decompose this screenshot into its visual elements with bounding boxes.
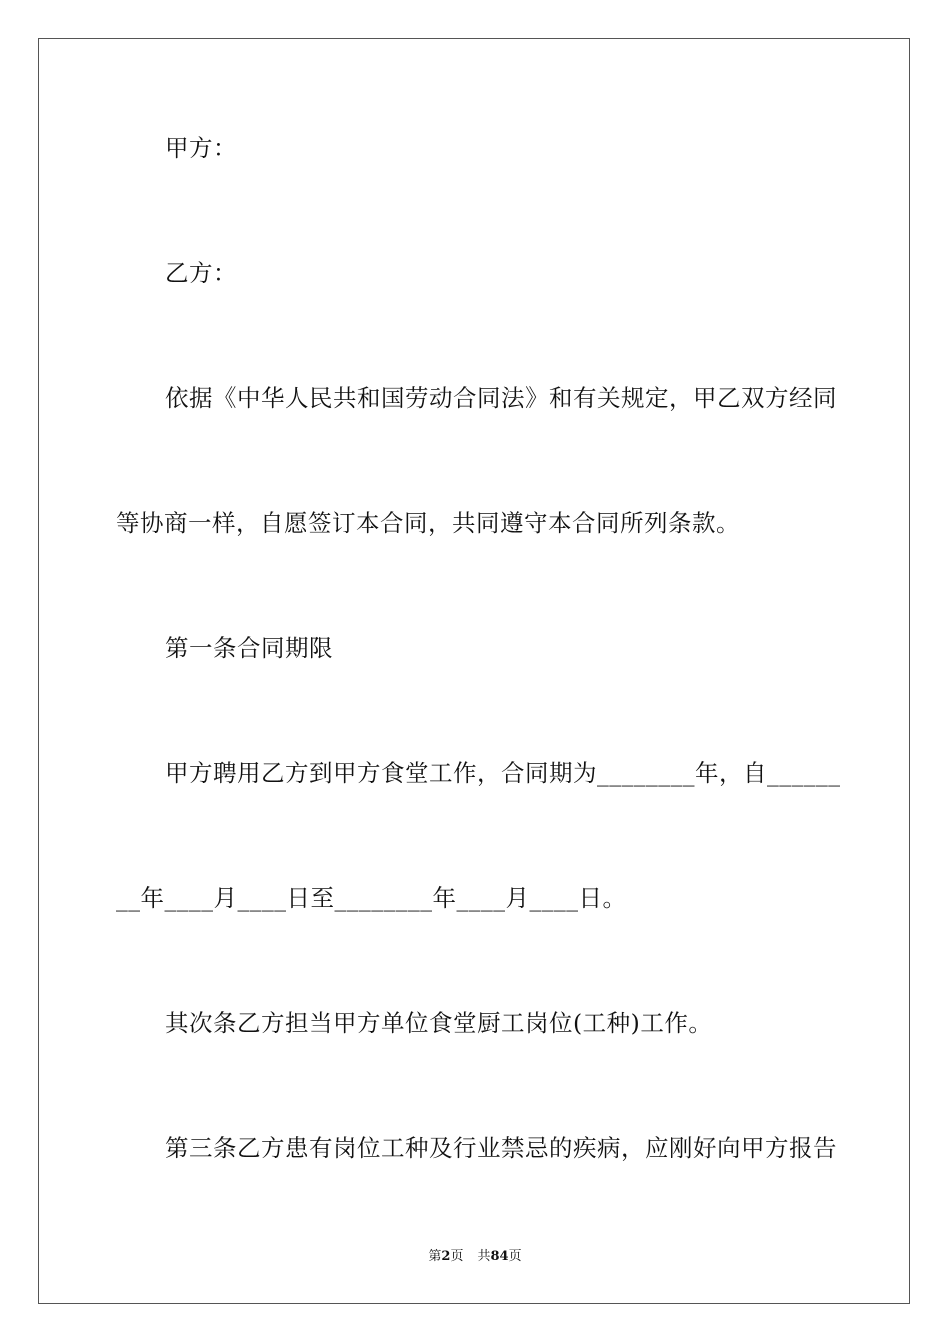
page-footer <box>0 1248 950 1266</box>
page-border <box>38 38 910 1304</box>
footer-total-prefix: 共 <box>477 1249 491 1264</box>
footer-page-suffix: 页 <box>450 1249 464 1264</box>
party-b-label: 乙方： <box>165 259 237 287</box>
footer-page-number: 2 <box>441 1249 451 1264</box>
article-1-line-2: __年____月____日至________年____月____日。 <box>116 884 627 912</box>
article-2-text: 其次条乙方担当甲方单位食堂厨工岗位(工种)工作。 <box>165 1009 713 1037</box>
article-3-line-1: 第三条乙方患有岗位工种及行业禁忌的疾病，应刚好向甲方报告 <box>165 1134 837 1162</box>
preamble-line-2: 等协商一样，自愿签订本合同，共同遵守本合同所列条款。 <box>116 509 740 537</box>
footer-total-suffix: 页 <box>508 1249 522 1264</box>
party-a-label: 甲方： <box>165 134 237 162</box>
preamble-line-1: 依据《中华人民共和国劳动合同法》和有关规定，甲乙双方经同 <box>165 384 837 412</box>
footer-page-prefix: 第 <box>428 1249 442 1264</box>
article-1-heading: 第一条合同期限 <box>165 634 333 662</box>
article-1-line-1: 甲方聘用乙方到甲方食堂工作，合同期为________年，自______ <box>165 759 841 787</box>
footer-total-pages: 84 <box>490 1249 509 1264</box>
